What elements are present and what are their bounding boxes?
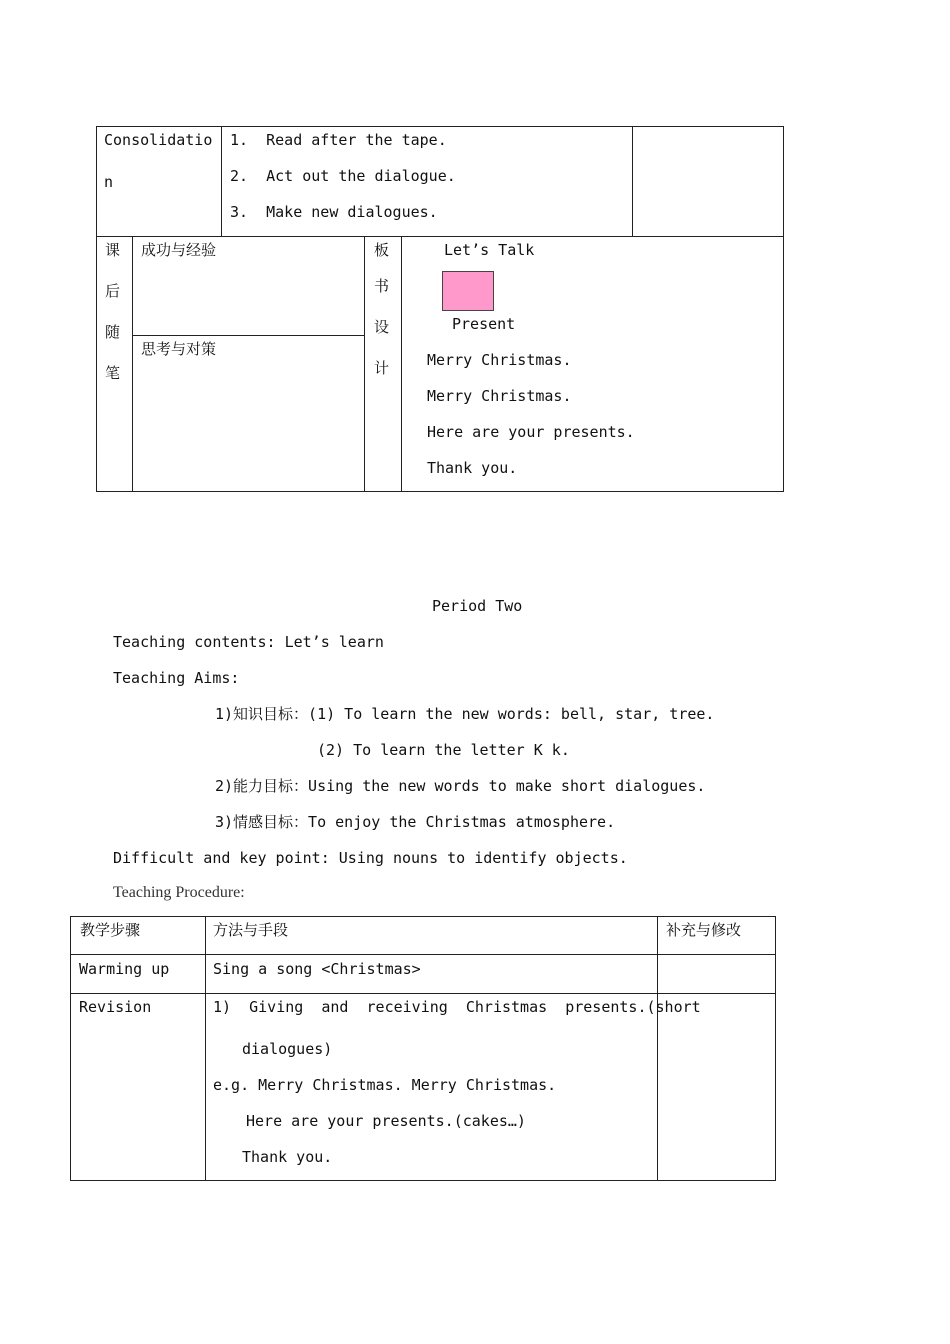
board-line: Thank you. [427, 459, 518, 477]
aim-ability: 2)能力目标：Using the new words to make short dialogues. [215, 777, 706, 795]
table-border [70, 993, 776, 994]
method-line: Thank you. [242, 1148, 333, 1166]
period-title: Period Two [432, 597, 523, 615]
table-border [401, 236, 402, 492]
method-line: Sing a song <Christmas> [213, 960, 421, 978]
after-class-char: 笔 [105, 364, 121, 382]
present-picture [442, 271, 494, 311]
table-border [96, 126, 97, 492]
table-border [96, 491, 784, 492]
table-border [205, 916, 206, 1181]
board-design-char: 书 [374, 277, 390, 295]
table-border [221, 126, 222, 236]
present-label: Present [452, 315, 516, 333]
table-border [783, 126, 784, 492]
board-design-char: 计 [374, 359, 390, 377]
method-line: 1) Giving and receiving Christmas presents.(short [213, 998, 701, 1016]
table-border [132, 335, 364, 336]
consolidation-label-wrap: n [104, 173, 114, 191]
consolidation-step: 3. Make new dialogues. [230, 203, 438, 221]
method-line: dialogues) [242, 1040, 333, 1058]
aim-knowledge-2: (2) To learn the letter K k. [317, 741, 570, 759]
success-label: 成功与经验 [141, 241, 217, 259]
header-step: 教学步骤 [80, 921, 141, 939]
table-border [70, 916, 776, 917]
after-class-char: 随 [105, 323, 121, 341]
table-border [70, 916, 71, 1181]
table-border [775, 916, 776, 1181]
reflection-label: 思考与对策 [141, 340, 217, 358]
board-line: Here are your presents. [427, 423, 635, 441]
teaching-aims-label: Teaching Aims: [113, 669, 240, 687]
header-method: 方法与手段 [213, 921, 289, 939]
procedure-label: Teaching Procedure: [113, 884, 245, 901]
aim-knowledge: 1)知识目标：(1) To learn the new words: bell, star, tree. [215, 705, 715, 723]
key-point: Difficult and key point: Using nouns to identify objects. [113, 849, 628, 867]
table-border [364, 236, 365, 492]
method-line: Here are your presents.(cakes…) [246, 1112, 526, 1130]
board-line: Merry Christmas. [427, 387, 572, 405]
step-warming-up: Warming up [79, 960, 170, 978]
consolidation-label: Consolidatio [104, 131, 213, 149]
consolidation-step: 2. Act out the dialogue. [230, 167, 456, 185]
board-line: Merry Christmas. [427, 351, 572, 369]
table-border [70, 1180, 776, 1181]
table-border [657, 916, 658, 1181]
header-notes: 补充与修改 [666, 921, 742, 939]
after-class-char: 后 [105, 282, 121, 300]
table-border [70, 954, 776, 955]
step-revision: Revision [79, 998, 152, 1016]
method-line: e.g. Merry Christmas. Merry Christmas. [213, 1076, 557, 1094]
table-border [96, 126, 784, 127]
table-border [96, 236, 784, 237]
teaching-contents: Teaching contents: Let’s learn [113, 633, 384, 651]
consolidation-step: 1. Read after the tape. [230, 131, 447, 149]
board-design-char: 设 [374, 318, 390, 336]
table-border [132, 236, 133, 492]
board-design-char: 板 [374, 241, 390, 259]
board-title: Let’s Talk [444, 241, 535, 259]
after-class-char: 课 [105, 241, 121, 259]
table-border [632, 126, 633, 236]
aim-emotion: 3)情感目标：To enjoy the Christmas atmosphere. [215, 813, 616, 831]
